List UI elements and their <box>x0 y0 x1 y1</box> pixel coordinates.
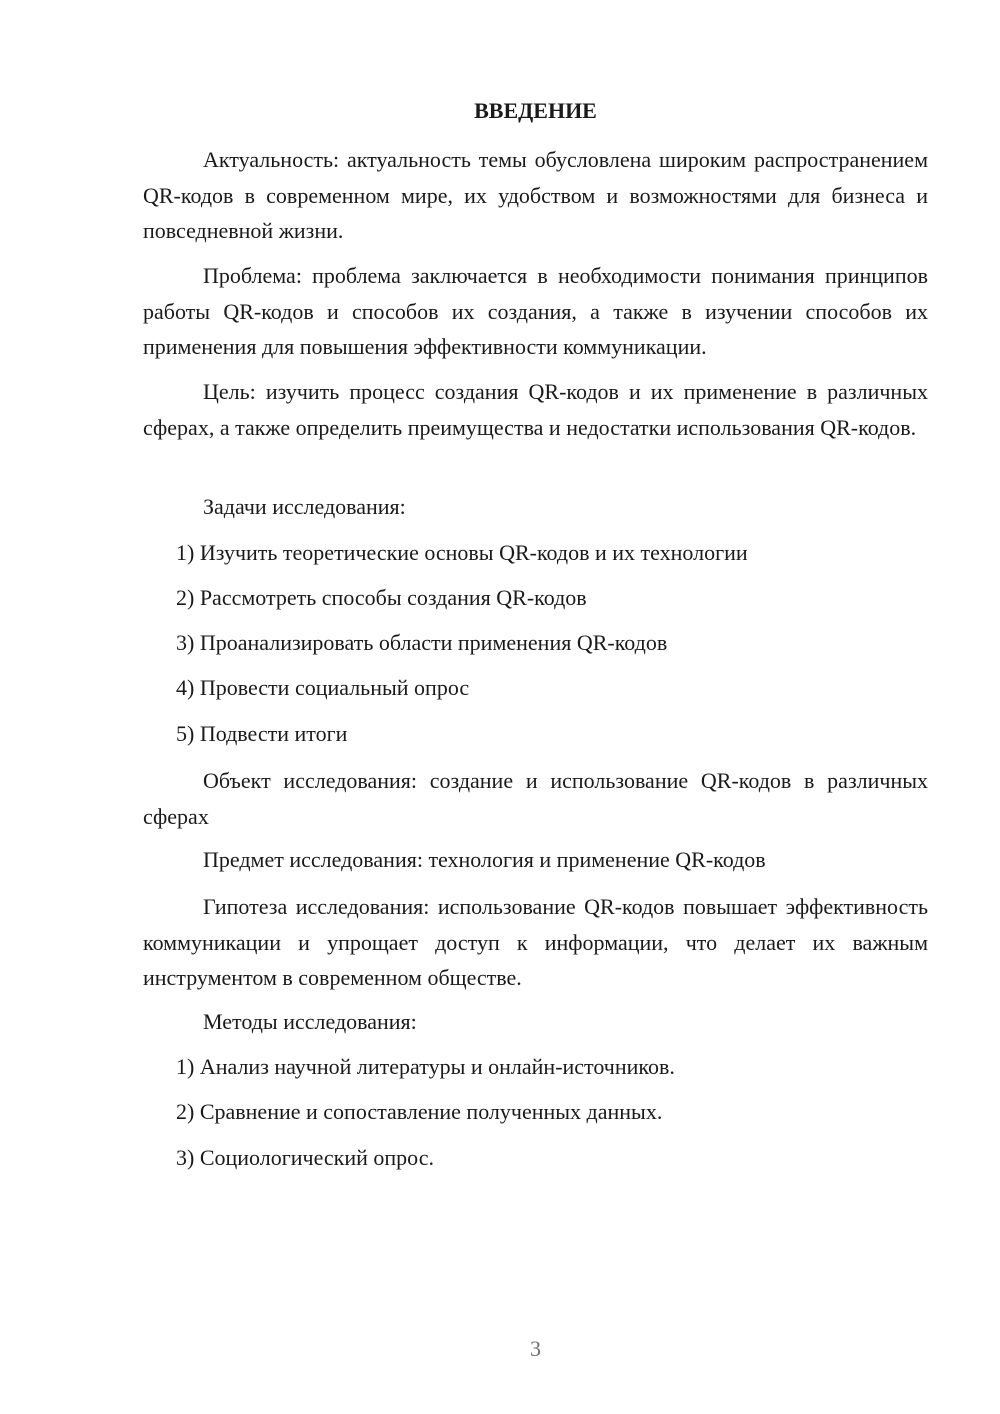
hypothesis-paragraph: Гипотеза исследования: использование QR-кодов повышает эффективность коммуникации и упрощает доступ к информации, что делает их важным инструментом в современном обществе. <box>143 894 928 990</box>
relevance-paragraph: Актуальность: актуальность темы обусловлена широким распространением QR-кодов в современном мире, их удобством и возможностями для бизнеса и повседневной жизни. <box>143 147 928 243</box>
subject-paragraph: Предмет исследования: технология и применение QR-кодов <box>203 847 766 872</box>
methods-title: Методы исследования: <box>203 1009 417 1034</box>
list-item: 5) Подвести итоги <box>176 721 348 746</box>
object-paragraph: Объект исследования: создание и использование QR-кодов в различных сферах <box>143 768 928 829</box>
problem-paragraph: Проблема: проблема заключается в необходимости понимания принципов работы QR-кодов и способов их создания, а также в изучении способов их применения для повышения эффективности коммуникации. <box>143 263 928 359</box>
list-item: 4) Провести социальный опрос <box>176 675 470 700</box>
goal-paragraph: Цель: изучить процесс создания QR-кодов и их применение в различных сферах, а также определить преимущества и недостатки использования QR-кодов. <box>143 379 928 440</box>
list-item: 1) Анализ научной литературы и онлайн-источников. <box>176 1054 675 1079</box>
section-heading: ВВЕДЕНИЕ <box>474 98 597 123</box>
list-item: 2) Рассмотреть способы создания QR-кодов <box>176 585 587 610</box>
list-item: 3) Социологический опрос. <box>176 1145 434 1170</box>
tasks-title: Задачи исследования: <box>203 494 406 519</box>
list-item: 3) Проанализировать области применения QR-кодов <box>176 630 668 655</box>
list-item: 2) Сравнение и сопоставление полученных данных. <box>176 1099 663 1124</box>
page-number: 3 <box>530 1336 541 1361</box>
list-item: 1) Изучить теоретические основы QR-кодов и их технологии <box>176 540 748 565</box>
